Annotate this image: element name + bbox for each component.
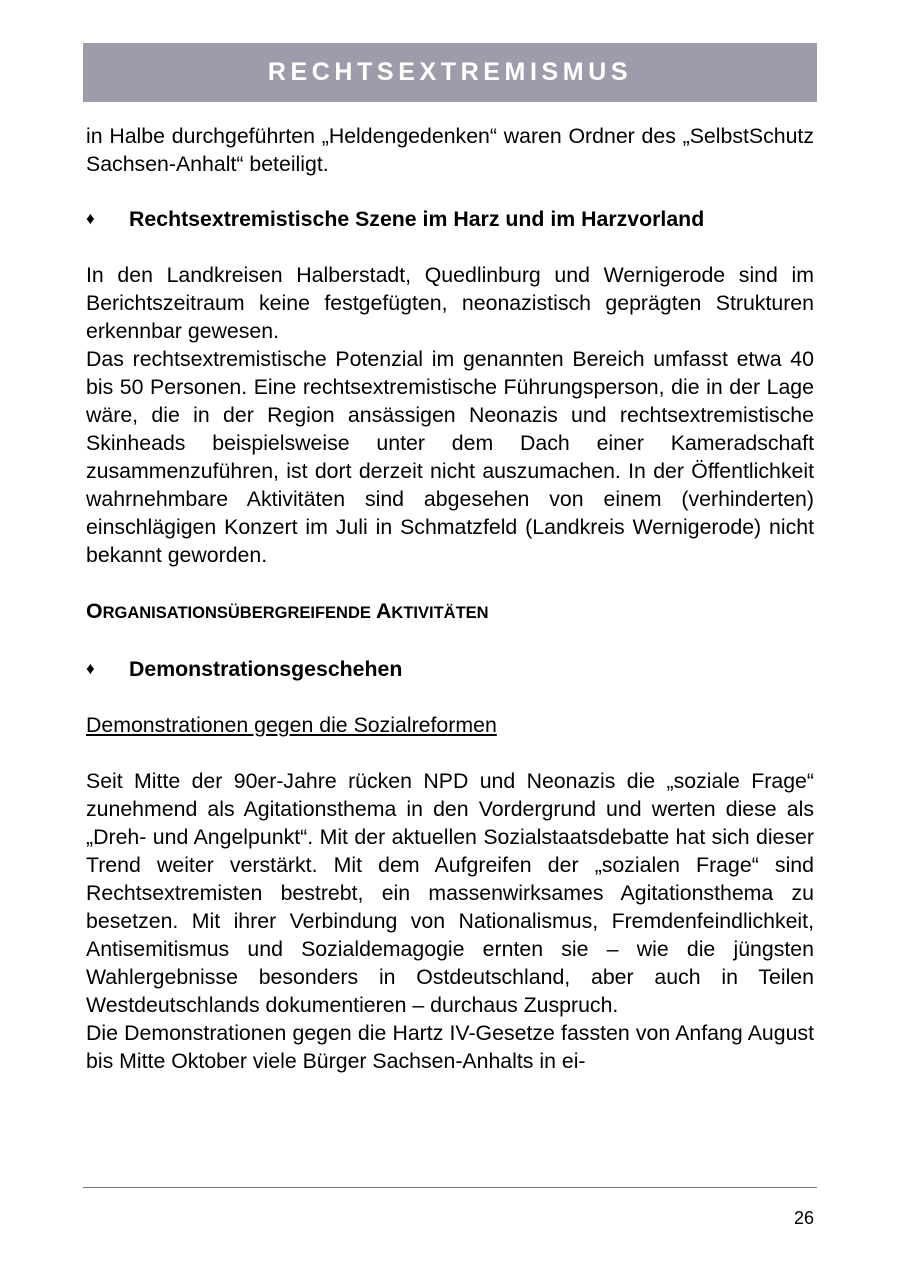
paragraph-harz-potential: Das rechtsextremistische Potenzial im genannten Bereich umfasst etwa 40 bis 50 Personen. Eine rechtsextremistische Führungsperson, die in der Lage wäre, die in der Region ansässigen Neonazis und rechtsextremistische Skinheads beispielsweise unter dem Dach einer Kameradschaft zusammenzuführen, ist dort derzeit nicht auszumachen. In der Öffentlichkeit wahrnehmbare Aktivitäten sind abgesehen von einem (verhinderten) einschlägigen Konzert im Juli in Schmatzfeld (Landkreis Wernigerode) nicht bekannt geworden.	[86, 347, 814, 567]
diamond-bullet-icon: ♦	[86, 209, 95, 228]
chapter-heading: ORGANISATIONSÜBERGREIFENDE AKTIVITÄTEN	[86, 599, 489, 623]
subsection-heading: Demonstrationen gegen die Sozialreformen	[86, 713, 497, 737]
header-bar	[83, 43, 817, 102]
page-number: 26	[793, 1208, 814, 1228]
footer-divider	[83, 1187, 817, 1188]
section-heading-demonstrations	[86, 655, 814, 683]
section-heading-harz-text: Rechtsextremistische Szene im Harz und im Harzvorland	[129, 207, 705, 231]
diamond-bullet-icon: ♦	[86, 659, 95, 678]
section-heading-demonstrations-text: Demonstrationsgeschehen	[129, 657, 403, 681]
paragraph-hartz-demonstrations: Die Demonstrationen gegen die Hartz IV-Gesetze fassten von Anfang August bis Mitte Oktober viele Bürger Sachsen-Anhalts in ei-	[86, 1021, 814, 1073]
paragraph-social-question: Seit Mitte der 90er-Jahre rücken NPD und Neonazis die „soziale Frage“ zunehmend als Agitationsthema in den Vordergrund und werten diese als „Dreh- und Angelpunkt“. Mit der aktuellen Sozialstaatsdebatte hat sich dieser Trend weiter verstärkt. Mit dem Aufgreifen der „sozialen Frage“ sind Rechtsextremisten bestrebt, ein massenwirksames Agitationsthema zu besetzen. Mit ihrer Verbindung von Nationalismus, Fremdenfeindlichkeit, Antisemitismus und Sozialdemagogie ernten sie – wie die jüngsten Wahlergebnisse besonders in Ostdeutschland, aber auch in Teilen Westdeutschlands dokumentieren – durchaus Zuspruch.	[86, 769, 814, 1017]
page-content	[86, 122, 814, 1075]
paragraph-harz-structures: In den Landkreisen Halberstadt, Quedlinburg und Wernigerode sind im Berichtszeitraum keine festgefügten, neonazistisch geprägten Strukturen erkennbar gewesen.	[86, 263, 814, 343]
continuation-paragraph: in Halbe durchgeführten „Heldengedenken“ waren Ordner des „SelbstSchutz Sachsen-Anhalt“ beteiligt.	[86, 124, 814, 176]
section-heading-harz	[86, 205, 814, 233]
header-title: RECHTSEXTREMISMUS	[267, 58, 633, 86]
